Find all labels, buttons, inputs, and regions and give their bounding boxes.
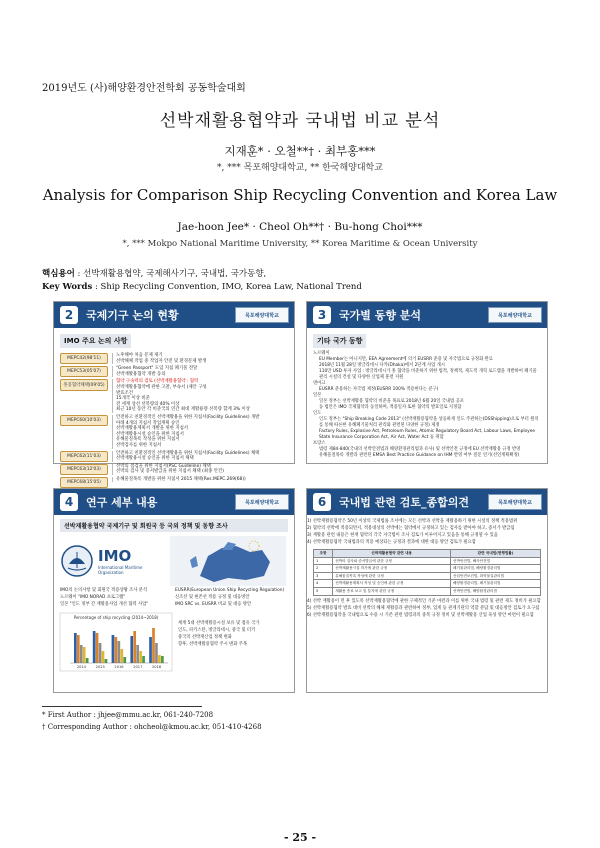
timeline-bullets [112, 477, 288, 483]
table-cell: 해양환경관리법, 폐기물관리법 [451, 580, 541, 588]
table-cell: 2 [314, 565, 333, 573]
panel-header [307, 302, 547, 328]
chart-bar [152, 628, 155, 663]
timeline-bullets [112, 451, 288, 462]
panel-national-trends [306, 301, 548, 464]
country-trend-item: EU Member는 아니지만, EEA Agreement에 의거 EUSRR 준용 및 자국법으로 규정화 완료 [319, 357, 493, 362]
university-logo: 목포해양대학교 [488, 494, 542, 510]
table-cell: 선박안전법, 해양환경관리법 [451, 587, 541, 595]
chart-tick-label: 2018 [152, 665, 162, 669]
chart-bar [93, 631, 96, 663]
timeline-bullet: 선박의 검사 및 증서발급을 위한 지침서 채택 (최종 안건) [116, 469, 224, 475]
recycling-country-item: 인도, 파키스탄, 방글라데시, 중국 및 터키 [178, 628, 256, 633]
timeline-row [60, 353, 288, 364]
table-row [314, 565, 541, 573]
panel-header [54, 489, 294, 515]
timeline-list [54, 353, 294, 488]
country-trend-item: 동 법안은 IMO 국제협약과 동일하며, 적용일자 또한 협약의 발효일로 지정함 [319, 405, 462, 410]
timeline-bullet: 선박재활용시설 승인을 위한 지침서 [116, 431, 184, 437]
table-row [314, 587, 541, 595]
timeline-bullet: 발효조건 [116, 390, 133, 396]
timeline-bullet: 선박재활용협약에 관한 고찰, 부속서 (제안 구성 [116, 384, 207, 390]
eu-item: IMO SRC vs. EUSRR 비교 및 대응 방안 [175, 602, 252, 607]
chart-bar [139, 651, 142, 663]
affiliation-korean: *, *** 목포해양대학교, ** 한국해양대학교 [217, 163, 383, 173]
review-paragraph: 1) 선박재활용협약은 50년 이상의 국제법률 조서에는 모든 선박과 선박을 재활용하기 위한 시설의 정책 적용범위 [307, 519, 518, 524]
timeline-bullet: 최근 10년 동안 각 비준국의 연간 최대 재활용량 선복량 합계 3% 이상 [116, 407, 250, 413]
table-cell: 1 [314, 557, 333, 565]
chart-bar [83, 647, 86, 663]
country-trend-item: 2018년 11월 28일 방글라데시 다카(Dhaka)에서 2단계 사업 개시 [319, 363, 445, 368]
imo-item: 노르웨이 "IMO NORAD 프로그램" [60, 595, 126, 600]
chart-bar [96, 633, 99, 663]
country-trend-item: Factory Rules, Explosive Act, Petroleum Rules, Atomic Regulatory Board Act, Labour Laws, Employee State Insurance Corporation Act, Air Act, Water Act 등 취합 [319, 429, 535, 440]
table-row [314, 557, 541, 565]
panel-subtitle: 기타 국가 동향 [313, 334, 366, 348]
timeline-bullet: 안전하고 친환경적인 선박재활용을 위한 지침서(Facility Guidelines) 개발 [116, 414, 260, 420]
timeline-bullet: "Green Passport" 도입 지침 폐기물 전달 [116, 366, 198, 372]
country-trend-item: 법령 제84-840(국내의 선박안전법과 해양환경관리법과 유사) 및 선박안전 규정에 EU 선박재활용 규정 반영 [319, 447, 521, 452]
table-cell: 3 [314, 572, 333, 580]
timeline-row [60, 451, 288, 462]
table-cell: 선박재활용계획서 작성 및 승인에 관한 규정 [333, 580, 451, 588]
review-paragraph: 5) 선박재활용협약 발효 대비 선박의 해체 재활용과 관련하여 정부, 업계 등 관계기관의 역할 분담 및 대응방안 검토가 요구됨 [307, 605, 540, 611]
europe-map-image [170, 536, 286, 586]
chart-bar [136, 645, 139, 663]
eu-items [175, 588, 288, 609]
imo-logo [60, 536, 170, 586]
meeting-tag: MEPC42(98'11) [60, 353, 108, 364]
timeline-bullet: 선박재활용계획서 개발을 위한 지침서 [116, 426, 189, 432]
chart-bar [120, 649, 123, 663]
table-row [314, 572, 541, 580]
table-cell: 폐기물관리법, 해양환경관리법 [451, 565, 541, 573]
chart-bar [155, 643, 158, 663]
timeline-bullet: 선박재활용시설 승인을 위한 지침서 채택 [116, 456, 194, 462]
law-comparison-table [313, 549, 541, 596]
review-paragraph: 2) 협약의 선박에 적용되면서, 적용대상의 선박에는 협약에서 규정하고 있는 검사를 받아야 하고, 증서가 발급됨 [307, 526, 515, 531]
table-cell: 유해물질목록 작성에 관한 규정 [333, 572, 451, 580]
timeline-bullet: 안전하고 친환경적인 선박재활용을 위한 지침서(Facility Guidelines) 채택 [116, 450, 260, 456]
chart-bar [102, 651, 105, 663]
footnote-corresponding-author: † Corresponding Author : ohcheol@kmou.ac.kr, 051-410-4268 [42, 723, 262, 731]
chart-bar [142, 656, 145, 663]
table-cell: 선박의 검사와 증서발급에 관한 규정 [333, 557, 451, 565]
university-logo: 목포해양대학교 [488, 307, 542, 323]
timeline-bullets [112, 379, 288, 413]
ship-recycling-chart [60, 613, 172, 671]
country-heading: 인도 [313, 411, 322, 416]
chart-bar [105, 659, 108, 663]
imo-subtitle-2: Organization [98, 570, 124, 575]
panel-header [54, 302, 294, 328]
recycling-country-item: 중국의 선박재산업 정책 변화 [178, 635, 232, 640]
imo-subtitle-1: International Maritime [98, 565, 143, 570]
review-paragraphs-2 [307, 599, 547, 619]
footnote-first-author: * First Author : jhjee@mmu.ac.kr, 061-240-7208 [42, 711, 214, 719]
country-trend-item: 일본 정부는 선박재활용 협약의 비준을 목표로 2018년 6월 20일 국내법 공포 [319, 399, 464, 404]
table-cell: 5 [314, 587, 333, 595]
review-paragraph: 3) 재활용 관련 내용은 현재 협약의 각국 자국법이 조사 검토가 이루어지고 있음을 통해 규정될 수 있음 [307, 533, 498, 538]
panel-number: 6 [313, 493, 331, 511]
timeline-bullet: 아래 4개의 지침서 작업계획 승인 [116, 420, 180, 426]
timeline-bullet: 선박재활용협약 개발 동의 [116, 371, 166, 377]
panel-subtitle: IMO 주요 논의 사항 [60, 334, 131, 348]
table-header-cell: 관련 국내법(현행법률) [451, 550, 541, 558]
university-logo: 목포해양대학교 [235, 307, 289, 323]
affiliation-english: *, *** Mokpo National Maritime University, ** Korea Maritime & Ocean University [122, 239, 478, 249]
timeline-bullet: 선박검사를 위한 지침서 [116, 442, 162, 448]
timeline-bullet: 협약 구속력의 검토 (선박재활용협약 : 협력 [116, 379, 199, 385]
timeline-bullet: 15개국 이상 비준 [116, 396, 150, 402]
eu-item: EUSRR(European Union Ship Recycling Regulation) [175, 588, 285, 593]
country-heading: 노르웨이 [313, 351, 330, 356]
panel-number: 2 [60, 306, 78, 324]
country-trend-item: 110만 USD 투자 사업 : 방글라데시가 홍 협약을 비준하기 위한 법적, 정책적, 제도적 개혁 로드맵을 개발하여 폐기물 관리 시설의 건설 및 다양한 산업체 훈련 지원 [319, 369, 537, 380]
table-header-cell: 선박재활용협약 관련 내용 [333, 550, 451, 558]
chart-tick-label: 2014 [76, 665, 86, 669]
authors-korean: 지재훈* · 오철**† · 최부홍*** [224, 144, 376, 158]
chart-bar [80, 645, 83, 663]
timeline-row [60, 464, 288, 475]
meeting-tag: MEPC62(11'03) [60, 451, 108, 462]
keywords-korean: 핵심용어 : 선박재활용협약, 국제해사기구, 국내법, 국가동향, [42, 269, 267, 279]
footnote-rule [42, 706, 202, 707]
chart-bar [99, 643, 102, 663]
timeline-row [60, 477, 288, 488]
chart-bar [77, 635, 80, 663]
chart-bar [158, 655, 161, 663]
chart-bar [118, 641, 121, 663]
table-cell: 산업안전보건법, 화학물질관리법 [451, 572, 541, 580]
page-number: - 25 - [283, 831, 317, 844]
chart-bar [112, 635, 115, 663]
chart-bar [149, 637, 152, 663]
panel-title: 국가별 동향 분석 [339, 309, 422, 322]
title-english: Analysis for Comparison Ship Recycling Convention and Korea Law [42, 186, 558, 204]
panel-title: 연구 세부 내용 [86, 496, 158, 509]
chart-title: Percentage of ship recycling (2014~2018) [73, 615, 159, 620]
panel-domestic-law-review [306, 488, 548, 693]
imo-row [60, 536, 288, 586]
timeline-bullets [112, 366, 288, 377]
table-cell: 선박재활용시설 허가에 관한 규정 [333, 565, 451, 573]
meeting-tag: 홍콩협약채택(09'05) [60, 379, 108, 391]
timeline-bullet: 유해물질목록 개발을 위한 지침서 2015 채택(Res.MEPC.269(68)) [116, 476, 246, 482]
country-heading: 프랑스 [313, 441, 326, 446]
country-trend-item: EUSRR 준용하는 자국법 제정(EUSRR 100% 적용한다는 분구) [319, 387, 439, 392]
recycling-country-items [178, 613, 288, 671]
eu-item: 신조선 및 현존선 적용 규정 및 대응방안 [175, 595, 250, 600]
review-paragraph: 6) 선박재활용협약을 국내법으로 수용 시 기존 관련 법령과의 중복 규정 정비 및 선박재활용 산업 육성 방안 마련이 필요함 [307, 612, 534, 618]
meeting-tag: MEPC68(15'05) [60, 477, 108, 488]
chart-tick-label: 2016 [114, 665, 124, 669]
review-paragraph: 4) 선박 재활용이 먼 후 있도록 선박재활용협약에 관한 구체적인 기준 마련과 이를 위한 국내 법령 및 관련 제도 정비가 필요함 [307, 598, 541, 604]
timeline-bullet: 선박해체 작업 중 작업자 안전 및 환경문제 발생 [116, 358, 207, 364]
keywords-english: Key Words : Ship Recycling Convention, IMO, Korea Law, National Trend [42, 282, 362, 292]
timeline-row [60, 415, 288, 449]
title-korean: 선박재활용협약과 국내법 비교 분석 [159, 111, 441, 131]
panel-number: 4 [60, 493, 78, 511]
meeting-tag: MEPC53(05'07) [60, 366, 108, 377]
table-cell: 4 [314, 580, 333, 588]
chart-tick-label: 2015 [95, 665, 105, 669]
timeline-bullet: 노후해야 처음 문제 제기 [116, 353, 163, 358]
chart-bar [86, 658, 89, 663]
chart-bar [123, 657, 126, 663]
table-cell: 선박안전법, 해사안전법 [451, 557, 541, 565]
university-logo: 목포해양대학교 [235, 494, 289, 510]
timeline-row [60, 379, 288, 413]
review-paragraphs [307, 519, 547, 546]
panel-title: 국내법 관련 검토_종합의견 [339, 496, 470, 509]
recycling-country-item: 향후, 선박재활용협약 주시 변화 주목 [178, 642, 248, 647]
chart-bar [133, 631, 136, 663]
recycling-country-item: 세계 5대 선박재활용시설 보유 및 점유 국가 [178, 621, 260, 626]
imo-title: IMO [98, 547, 132, 565]
chart-tick-label: 2017 [133, 665, 143, 669]
meeting-tag: MEPC60(10'03) [60, 415, 108, 426]
chart-bar [74, 633, 77, 663]
timeline-bullets [112, 353, 288, 364]
chart-bar [130, 636, 133, 663]
panel-research-details [53, 488, 295, 693]
panel-title: 국제기구 논의 현황 [86, 309, 179, 322]
timeline-bullets [112, 464, 288, 475]
imo-item: IMO의 논의사항 및 회원국 적용상황 조사 분석 [60, 588, 148, 593]
panel-subtitle: 선박재활용협약 국제기구 및 회원국 등 국외 정책 및 동향 조사 [60, 519, 288, 532]
review-paragraph: 4) 선박재활용협약 국내법과의 적용 예상되는 규정과 결과에 대한 대응 방안 검토가 필요함 [307, 540, 476, 545]
imo-items [60, 588, 175, 609]
panel-international-discussion [53, 301, 295, 485]
country-heading: 일본 [313, 393, 322, 398]
panel-header [307, 489, 547, 515]
conference-name: 2019년도 (사)해양환경안전학회 공동학술대회 [42, 83, 246, 94]
timeline-bullet: 선박의 점검을 위한 지침서(PSC Guideline) 채택 [116, 463, 211, 469]
imo-item: 일본 "인도 정부 간 재활용사업 개선 협력 사업" [60, 602, 149, 607]
timeline-bullets [112, 415, 288, 449]
authors-english: Jae-hoon Jee* · Cheol Oh**† · Bu-hong Choi*** [177, 221, 423, 233]
chart-bar [115, 637, 118, 663]
panel-number: 3 [313, 306, 331, 324]
chart-bar [161, 656, 164, 663]
table-cell: 재활용 종료 보고 및 통지에 관한 규정 [333, 587, 451, 595]
country-trend-item: 유해물질목록 개발과 관련된 EMSA Best Practice Guidance on IHM 반영 여부 질문 연기(선언계획확정) [319, 453, 520, 458]
country-trend-item: 인도 정부는 "Ship Breaking Code 2013" (선박재활용협약을 상응하게 인도 주관하는(DSShipping)으로 부터 원의를 통해 따른한 유해폐기물처리 관리와 관련된 다양한 규정) 제정 [319, 417, 539, 428]
timeline-bullet: 전 세계 상선 선복량의 40% 이상 [116, 401, 180, 407]
table-row [314, 580, 541, 588]
timeline-row [60, 366, 288, 377]
country-trend-list [307, 351, 547, 459]
timeline-bullet: 유해물질목록 작성을 위한 지침서 [116, 437, 180, 443]
country-heading: 덴마크 [313, 381, 326, 386]
imo-emblem-icon [60, 544, 94, 578]
meeting-tag: MEPC63(12'03) [60, 464, 108, 475]
table-header-cell: 조항 [314, 550, 333, 558]
